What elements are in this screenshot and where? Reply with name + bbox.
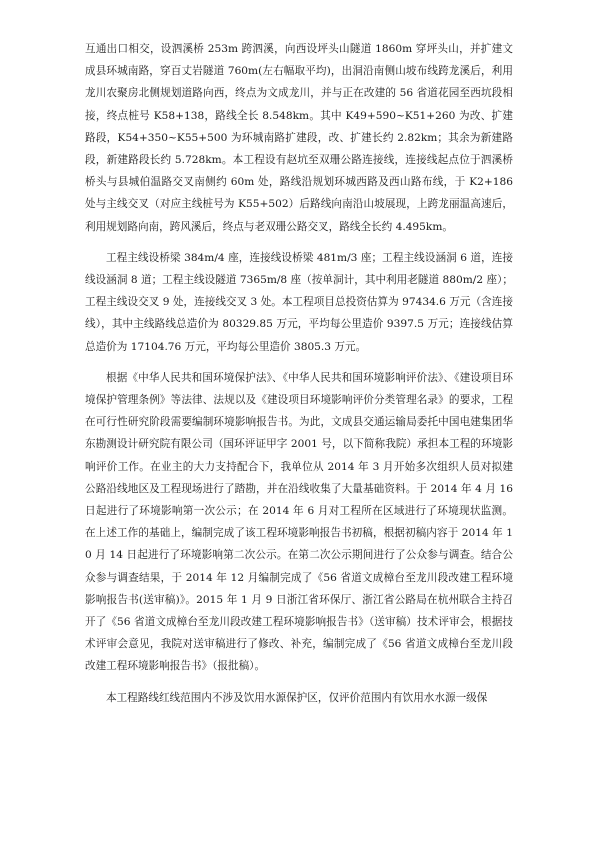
paragraph-route-description: 互通出口相交，设泗溪桥 253m 跨泗溪，向西设坪头山隧道 1860m 穿坪头山，并扩建文成县环城南路，穿百丈岩隧道 760m(左右幅取平均)，出洞沿南侧山坡布线跨龙溪后，利用龙川农聚房北侧规划道路向西，终点为文成龙川，并与正在改建的 56 省道花园至西坑段相接，终点桩号 K58+138，路线全长 8.548km。其中 K49+590~K51+260 为改、扩建路段，K54+350~K55+500 为环城南路扩建段，改、扩建长约 2.82km；其余为新建路段，新建路段长约 5.728km。本工程设有赵坑至双珊公路连接线，连接线起点位于泗溪桥桥头与县城伯温路交叉南侧约 60m 处，路线沿规划环城西路及西山路布线，于 K2+186 处与主线交叉（对应主线桩号为 K55+502）后路线向南沿山坡展现，上跨龙丽温高速后，利用规划路向南，跨风溪后，终点与老双珊公路交叉，路线全长约 4.495km。 xyxy=(85,43,513,233)
document-body xyxy=(85,38,513,709)
paragraph-water-source: 本工程路线红线范围内不涉及饮用水源保护区，仅评价范围内有饮用水水源一级保 xyxy=(106,691,488,704)
paragraph-eia-background: 根据《中华人民共和国环境保护法》、《中华人民共和国环境影响评价法》、《建设项目环境保护管理条例》等法律、法规以及《建设项目环境影响评价分类管理名录》的要求，工程在可行性研究阶段需要编制环境影响报告书。为此，文成县交通运输局委托中国电建集团华东勘测设计研究院有限公司（国环评证甲字 2001 号，以下简称我院）承担本工程的环境影响评价工作。在业主的大力支持配合下，我单位从 2014 年 3 月开始多次组织人员对拟建公路沿线地区及工程现场进行了踏勘，并在沿线收集了大量基础资料。于 2014 年 4 月 16 日起进行了环境影响第一次公示；在 2014 年 6 月对工程所在区域进行了环境现状监测。在上述工作的基础上，编制完成了该工程环境影响报告书初稿，根据初稿内容于 2014 年 10 月 14 日起进行了环境影响第二次公示。在第二次公示期间进行了公众参与调查。结合公众参与调查结果，于 2014 年 12 月编制完成了《56 省道文成樟台至龙川段改建工程环境影响报告书(送审稿)》。2015 年 1 月 9 日浙江省环保厅、浙江省公路局在杭州联合主持召开了《56 省道文成樟台至龙川段改建工程环境影响报告书》（送审稿）技术评审会，根据技术评审会意见，我院对送审稿进行了修改、补充，编制完成了《56 省道文成樟台至龙川段改建工程环境影响报告书》（报批稿）。 xyxy=(85,371,513,673)
paragraph-engineering-quantities: 工程主线设桥梁 384m/4 座，连接线设桥梁 481m/3 座；工程主线设涵洞 6 道，连接线设涵洞 8 道；工程主线设隧道 7365m/8 座（按单洞计，其中利用老隧道 880m/2 座）；工程主线设交叉 9 处，连接线交叉 3 处。本工程项目总投资估算为 97434.6 万元（含连接线），其中主线路线总造价为 80329.85 万元，平均每公里造价 9397.5 万元；连接线估算总造价为 17104.76 万元，平均每公里造价 3805.3 万元。 xyxy=(85,251,513,353)
